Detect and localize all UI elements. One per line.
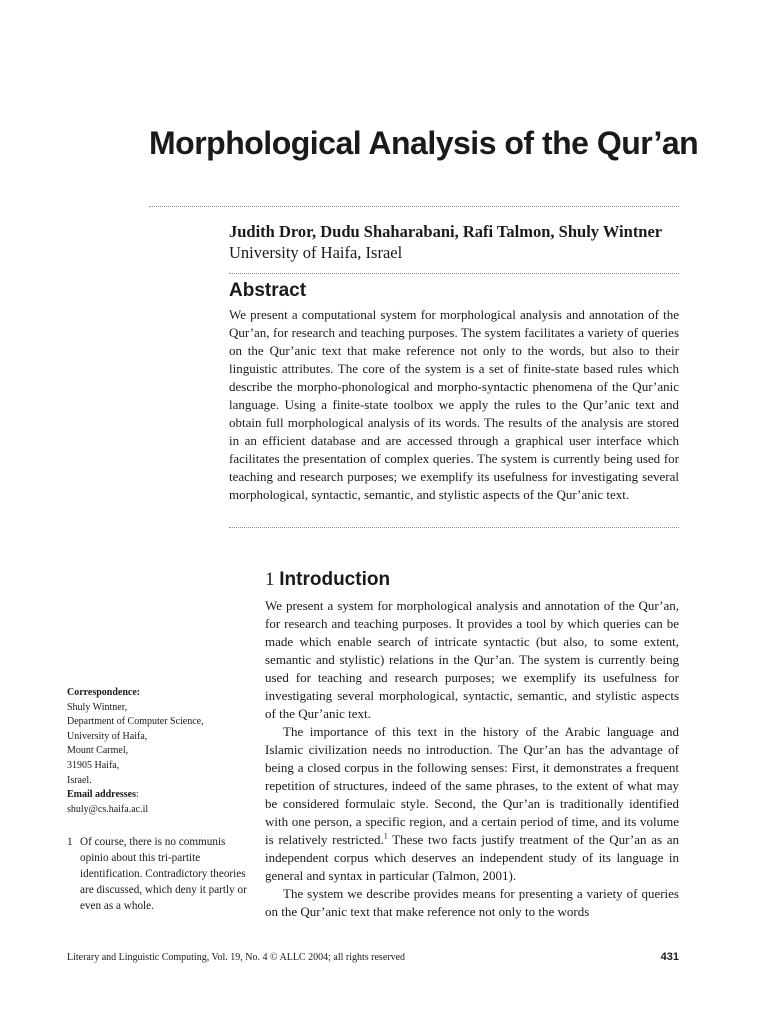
paper-title: Morphological Analysis of the Qur’an	[149, 125, 699, 161]
introduction-body	[265, 597, 679, 921]
email-address[interactable]: shuly@cs.haifa.ac.il	[67, 803, 149, 815]
email-label-colon: :	[136, 789, 139, 801]
correspondence-block	[67, 686, 247, 817]
footnote	[67, 834, 247, 914]
intro-paragraph-1: We present a system for morphological analysis and annotation of the Qur’an, for research and teaching purposes. It provides a tool by which queries can be made which enable search of intricate syntactic (but also, to some extent, semantic and stylistic) relations in the Qur’an. The system is currently being used for teaching and research purposes; we exemplify its usefulness for investigating several morphological, syntactic, semantic, and stylistic aspects of the Qur’anic text.	[265, 598, 679, 721]
footnote-text: Of course, there is no communis opinio about this tri-partite identification. Contradictory theories are discussed, which deny it partly or even as a whole.	[80, 836, 247, 912]
section-number: 1	[265, 569, 275, 590]
abstract-heading: Abstract	[229, 280, 307, 301]
author-names: Judith Dror, Dudu Shaharabani, Rafi Talmon, Shuly Wintner	[229, 222, 663, 241]
page-footer	[67, 952, 679, 963]
correspondence-line: University of Haifa,	[67, 730, 148, 742]
section-title: Introduction	[279, 569, 391, 590]
intro-paragraph-3: The system we describe provides means for presenting a variety of queries on the Qur’anic text that make reference not only to the words	[265, 886, 679, 919]
correspondence-label: Correspondence:	[67, 687, 141, 698]
footnote-number: 1	[67, 836, 73, 848]
intro-paragraph-2-continuation: These two facts justify treatment of the Qur’an as an independent corpus which deserves an independent study of its language in general and syntax in particular (Talmon, 2001).	[265, 832, 679, 883]
correspondence-line: Israel.	[67, 774, 92, 786]
introduction-heading	[265, 569, 390, 591]
correspondence-line: 31905 Haifa,	[67, 759, 120, 771]
abstract-text: We present a computational system for morphological analysis and annotation of the Qur’an, for research and teaching purposes. The system facilitates a variety of queries on the Qur’anic text that make reference not only to the words, but also to their linguistic attributes. The core of the system is a set of finite-state based rules which describe the morpho-phonological and morpho-syntactic phenomena of the Qur’anic language. Using a finite-state toolbox we apply the rules to the Qur’anic text and obtain full morphological analysis of its words. The results of the analysis are stored in an efficient database and are accessed through a graphical user interface which facilitates the presentation of complex queries. The system is currently being used for teaching and research purposes; we exemplify its usefulness for investigating several morphological, syntactic, semantic, and stylistic aspects of the Qur’anic text.	[229, 307, 679, 502]
author-affiliation: University of Haifa, Israel	[229, 243, 403, 262]
correspondence-line: Mount Carmel,	[67, 745, 129, 757]
title-divider	[149, 206, 679, 207]
intro-paragraph-2	[265, 723, 679, 885]
footnote-marker[interactable]: 1	[383, 831, 388, 841]
email-label: Email addresses	[67, 789, 136, 801]
page-number: 431	[660, 951, 679, 963]
journal-citation: Literary and Linguistic Computing, Vol. 19, No. 4 © ALLC 2004; all rights reserved	[67, 952, 406, 963]
correspondence-line: Shuly Wintner,	[67, 701, 128, 713]
author-block	[229, 221, 689, 263]
abstract-divider	[229, 527, 679, 528]
authors-divider	[229, 273, 679, 274]
email-label-row	[67, 788, 247, 803]
intro-paragraph-2-text: The importance of this text in the history of the Arabic language and Islamic civilization needs no introduction. The Qur’an has the advantage of being a closed corpus in the following senses: First, it demonstrates a frequent repetition of structures, indeed of the same phrases, to the extent of what may be considered formulaic style. Second, the Qur’an is traditionally identified with one person, a specific region, and a certain period of time, and its volume is relatively restricted.	[265, 724, 679, 847]
correspondence-line: Department of Computer Science,	[67, 716, 204, 728]
